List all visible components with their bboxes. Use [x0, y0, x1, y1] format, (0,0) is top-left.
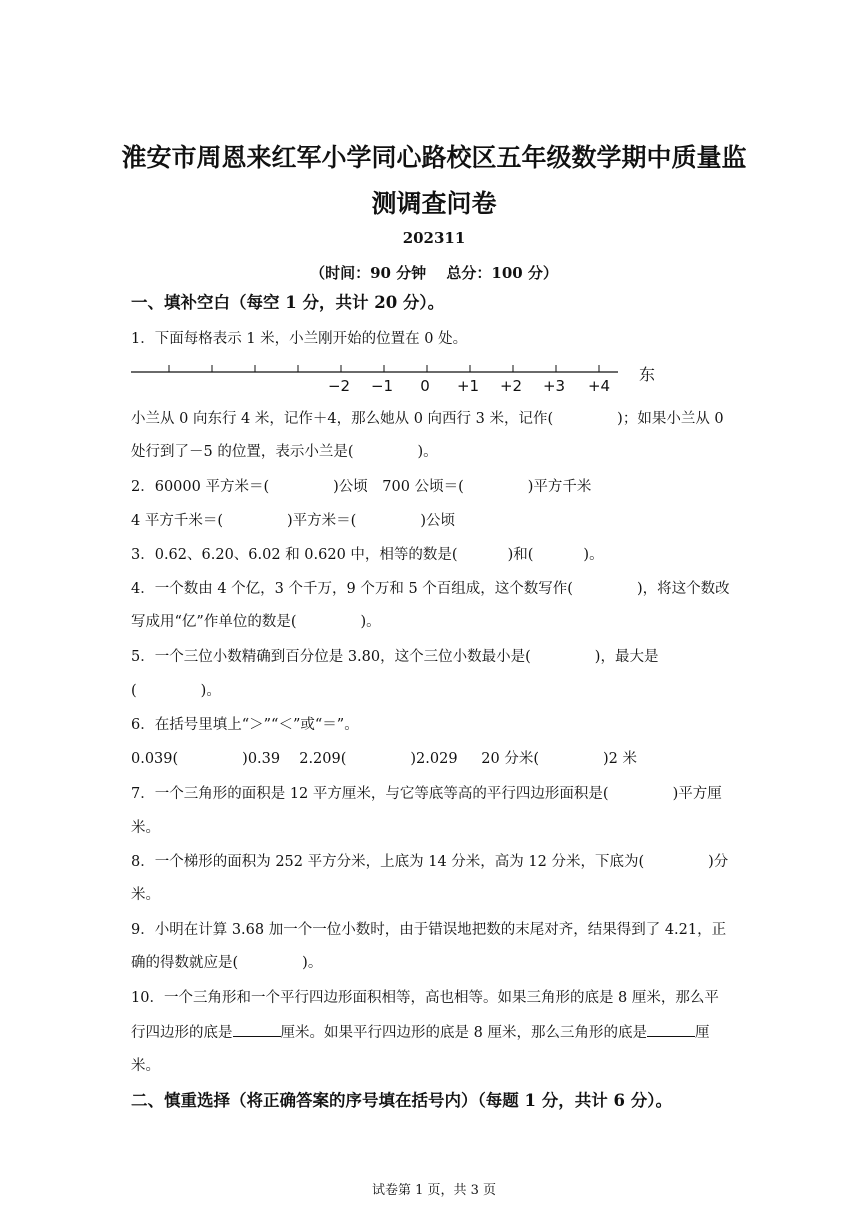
- q10-line-b: 行四边形的底是 厘米。如果平行四边形的底是 8 厘米，那么三角形的底是 厘: [131, 1022, 709, 1043]
- tick-label-neg2: −2: [327, 377, 351, 395]
- q10-line-a: 10．一个三角形和一个平行四边形面积相等，高也相等。如果三角形的底是 8 厘米，那么平: [131, 990, 719, 1006]
- page-footer: 试卷第 1 页，共 3 页: [371, 1183, 497, 1198]
- q4-line-b: 写成用“亿”作单位的数是( )。: [131, 614, 381, 630]
- number-line-ticks: [169, 365, 599, 372]
- section1-heading: 一、填补空白（每空 1 分，共计 20 分）。: [131, 293, 445, 312]
- q10-line-c: 米。: [131, 1058, 160, 1074]
- answer-underline-blank[interactable]: [647, 1022, 695, 1037]
- exam-title-line1: 淮安市周恩来红军小学同心路校区五年级数学期中质量监: [121, 143, 747, 172]
- direction-east-label: 东: [639, 365, 656, 384]
- tick-label-pos2: +2: [499, 377, 523, 395]
- tick-label-0: 0: [420, 377, 430, 395]
- q8-line-a: 8．一个梯形的面积为 252 平方分米，上底为 14 分米，高为 12 分米，下底为( )分: [131, 854, 729, 870]
- exam-code: 202311: [402, 229, 466, 247]
- q9-line-b: 确的得数就应是( )。: [131, 955, 323, 971]
- tick-label-pos1: +1: [456, 377, 480, 395]
- tick-label-neg1: −1: [370, 377, 394, 395]
- time-score-info: （时间：90 分钟 总分：100 分）: [310, 264, 558, 282]
- number-line: [125, 358, 670, 398]
- q2-line-a: 2．60000 平方米＝( )公顷 700 公顷＝( )平方千米: [131, 479, 592, 495]
- section2-heading: 二、慎重选择（将正确答案的序号填在括号内）（每题 1 分，共计 6 分）。: [131, 1091, 672, 1110]
- q1-line-a: 小兰从 0 向东行 4 米，记作＋4，那么她从 0 向西行 3 米，记作( )；如果小兰从 0: [131, 411, 724, 427]
- q4-line-a: 4．一个数由 4 个亿，3 个千万，9 个万和 5 个百组成，这个数写作( )，将这个数改: [131, 581, 730, 597]
- q5-line-b: ( )。: [131, 683, 221, 699]
- q8-line-b: 米。: [131, 887, 160, 903]
- q9-line-a: 9．小明在计算 3.68 加一个一位小数时，由于错误地把数的末尾对齐，结果得到了 4.21，正: [131, 922, 727, 938]
- tick-label-pos4: +4: [587, 377, 611, 395]
- q7-line-b: 米。: [131, 820, 160, 836]
- q6-stem: 6．在括号里填上“＞”“＜”或“＝”。: [131, 717, 359, 733]
- q7-line-a: 7．一个三角形的面积是 12 平方厘米，与它等底等高的平行四边形面积是( )平方厘: [131, 786, 722, 802]
- q1-stem: 1．下面每格表示 1 米，小兰刚开始的位置在 0 处。: [131, 331, 468, 347]
- q5-line-a: 5．一个三位小数精确到百分位是 3.80，这个三位小数最小是( )，最大是: [131, 649, 659, 665]
- q6-line-b: 0.039( )0.39 2.209( )2.029 20 分米( )2 米: [131, 751, 637, 767]
- q3-line: 3．0.62、6.20、6.02 和 0.620 中，相等的数是( )和( )。: [131, 547, 604, 563]
- q1-line-b: 处行到了－5 的位置，表示小兰是( )。: [131, 444, 438, 460]
- q2-line-b: 4 平方千米＝( )平方米＝( )公顷: [131, 513, 455, 529]
- exam-title-line2: 测调查问卷: [371, 189, 497, 218]
- tick-label-pos3: +3: [542, 377, 566, 395]
- answer-underline-blank[interactable]: [233, 1022, 281, 1037]
